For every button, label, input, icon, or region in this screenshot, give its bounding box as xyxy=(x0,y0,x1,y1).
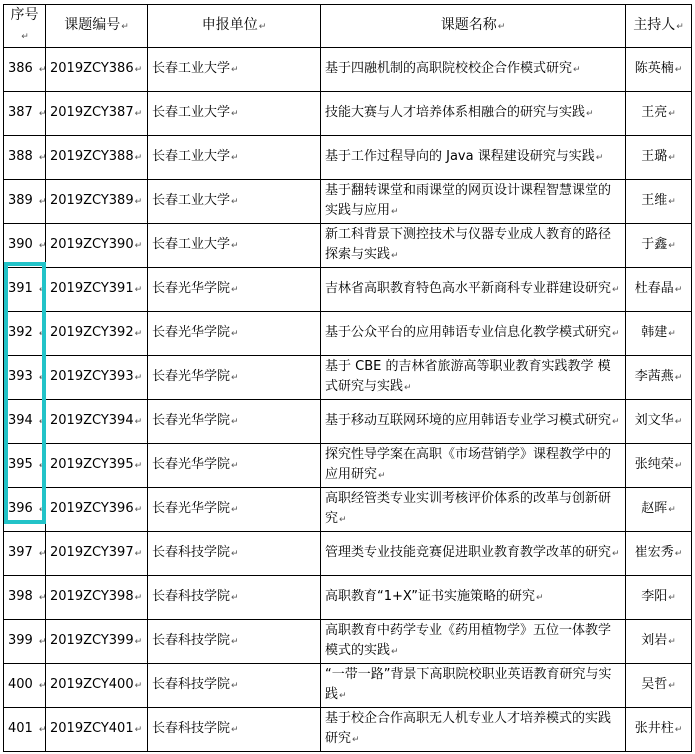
title-cell-text: “一带一路”背景下高职院校职业英语教育研究与实践 xyxy=(325,667,612,702)
title-cell: 管理类专业技能竞赛促进职业教育教学改革的研究↵ xyxy=(321,532,626,576)
code-cell-text: 2019ZCY392 xyxy=(50,325,134,340)
code-cell: 2019ZCY396↵ xyxy=(46,488,148,532)
title-cell: 探究性导学案在高职《市场营销学》课程教学中的应用研究↵ xyxy=(321,444,626,488)
table-row xyxy=(4,180,692,224)
title-cell-text: 基于翻转课堂和雨课堂的网页设计课程智慧课堂的实践与应用 xyxy=(325,183,612,218)
seq-cell-text: 388 xyxy=(8,149,33,164)
seq-cell: 392 ↵ xyxy=(4,312,46,356)
title-cell-text: 管理类专业技能竞赛促进职业教育教学改革的研究 xyxy=(325,545,612,560)
unit-cell: 长春工业大学↵ xyxy=(148,136,321,180)
unit-cell-text: 长春工业大学 xyxy=(152,105,231,120)
seq-cell: 386 ↵ xyxy=(4,48,46,92)
seq-cell-text: 394 xyxy=(8,413,33,428)
host-cell-text: 杜春晶 xyxy=(634,281,674,296)
code-cell-text: 2019ZCY394 xyxy=(50,413,134,428)
unit-cell-text: 长春科技学院 xyxy=(152,633,231,648)
host-cell: 李阳↵ xyxy=(626,576,692,620)
title-cell-text: 基于四融机制的高职院校校企合作模式研究 xyxy=(325,61,573,76)
host-cell: 刘岩↵ xyxy=(626,620,692,664)
table-row xyxy=(4,708,692,752)
host-cell-text: 王维 xyxy=(641,193,668,208)
unit-cell: 长春光华学院↵ xyxy=(148,356,321,400)
unit-cell: 长春光华学院↵ xyxy=(148,444,321,488)
code-cell-text: 2019ZCY386 xyxy=(50,61,134,76)
title-cell-text: 基于工作过程导向的 Java 课程建设研究与实践 xyxy=(325,149,595,164)
seq-cell: 396 ↵ xyxy=(4,488,46,532)
seq-cell-text: 393 xyxy=(8,369,33,384)
host-cell-text: 王亮 xyxy=(641,105,668,120)
seq-cell: 389 ↵ xyxy=(4,180,46,224)
table-row xyxy=(4,312,692,356)
host-cell: 王亮↵ xyxy=(626,92,692,136)
seq-cell-text: 399 xyxy=(8,633,33,648)
table-row xyxy=(4,48,692,92)
code-cell: 2019ZCY397↵ xyxy=(46,532,148,576)
code-cell-text: 2019ZCY396 xyxy=(50,501,134,516)
title-cell: 高职教育中药学专业《药用植物学》五位一体教学模式的实践↵ xyxy=(321,620,626,664)
host-cell: 韩建↵ xyxy=(626,312,692,356)
host-cell-text: 王璐 xyxy=(641,149,668,164)
unit-cell-text: 长春科技学院 xyxy=(152,721,231,736)
seq-cell: 398 ↵ xyxy=(4,576,46,620)
host-cell-text: 刘岩 xyxy=(641,633,668,648)
code-cell: 2019ZCY398↵ xyxy=(46,576,148,620)
host-cell: 于鑫↵ xyxy=(626,224,692,268)
seq-cell-text: 398 xyxy=(8,589,33,604)
table-row xyxy=(4,576,692,620)
host-cell: 杜春晶↵ xyxy=(626,268,692,312)
host-cell-text: 赵晖 xyxy=(641,501,668,516)
code-cell: 2019ZCY391↵ xyxy=(46,268,148,312)
host-cell-text: 韩建 xyxy=(641,325,668,340)
code-cell-text: 2019ZCY388 xyxy=(50,149,134,164)
code-cell: 2019ZCY390↵ xyxy=(46,224,148,268)
unit-cell-text: 长春工业大学 xyxy=(152,193,231,208)
seq-cell-text: 391 xyxy=(8,281,33,296)
table-row xyxy=(4,356,692,400)
host-cell-text: 吴哲 xyxy=(641,677,668,692)
seq-cell-text: 397 xyxy=(8,545,33,560)
host-cell-text: 李茜燕 xyxy=(634,369,674,384)
title-cell-text: 基于 CBE 的吉林省旅游高等职业教育实践教学 模式研究与实践 xyxy=(325,359,611,394)
title-cell: 高职经管类专业实训考核评价体系的改革与创新研究↵ xyxy=(321,488,626,532)
title-cell: 基于工作过程导向的 Java 课程建设研究与实践↵ xyxy=(321,136,626,180)
unit-cell-text: 长春科技学院 xyxy=(152,677,231,692)
unit-cell: 长春光华学院↵ xyxy=(148,488,321,532)
title-cell: 基于 CBE 的吉林省旅游高等职业教育实践教学 模式研究与实践↵ xyxy=(321,356,626,400)
seq-cell: 387 ↵ xyxy=(4,92,46,136)
table-row xyxy=(4,92,692,136)
table-row xyxy=(4,532,692,576)
title-cell: 基于公众平台的应用韩语专业信息化教学模式研究↵ xyxy=(321,312,626,356)
seq-cell-text: 392 xyxy=(8,325,33,340)
code-cell-text: 2019ZCY389 xyxy=(50,193,134,208)
title-cell-text: 高职教育“1+X”证书实施策略的研究 xyxy=(325,589,536,604)
seq-cell: 400 ↵ xyxy=(4,664,46,708)
unit-cell: 长春科技学院↵ xyxy=(148,708,321,752)
title-cell: 吉林省高职教育特色高水平新商科专业群建设研究↵ xyxy=(321,268,626,312)
seq-cell-text: 387 xyxy=(8,105,33,120)
header-host: 主持人↵ xyxy=(626,5,692,48)
host-cell: 王璐↵ xyxy=(626,136,692,180)
code-cell: 2019ZCY392↵ xyxy=(46,312,148,356)
seq-cell-text: 401 xyxy=(8,721,33,736)
title-cell-text: 技能大赛与人才培养体系相融合的研究与实践 xyxy=(325,105,586,120)
title-cell: 新工科背景下测控技术与仪器专业成人教育的路径探索与实践↵ xyxy=(321,224,626,268)
host-cell: 吴哲↵ xyxy=(626,664,692,708)
table-row xyxy=(4,224,692,268)
unit-cell: 长春光华学院↵ xyxy=(148,268,321,312)
unit-cell: 长春光华学院↵ xyxy=(148,312,321,356)
seq-cell-text: 386 xyxy=(8,61,33,76)
seq-cell-text: 400 xyxy=(8,677,33,692)
title-cell: 基于校企合作高职无人机专业人才培养模式的实践研究↵ xyxy=(321,708,626,752)
title-cell-text: 吉林省高职教育特色高水平新商科专业群建设研究 xyxy=(325,281,612,296)
table-row xyxy=(4,268,692,312)
code-cell: 2019ZCY386↵ xyxy=(46,48,148,92)
table-header-row xyxy=(4,5,692,48)
code-cell-text: 2019ZCY390 xyxy=(50,237,134,252)
code-cell: 2019ZCY401↵ xyxy=(46,708,148,752)
title-cell-text: 高职教育中药学专业《药用植物学》五位一体教学模式的实践 xyxy=(325,623,612,658)
title-cell-text: 探究性导学案在高职《市场营销学》课程教学中的应用研究 xyxy=(325,447,612,482)
header-title: 课题名称↵ xyxy=(321,5,626,48)
unit-cell: 长春工业大学↵ xyxy=(148,48,321,92)
seq-cell-text: 395 xyxy=(8,457,33,472)
unit-cell-text: 长春光华学院 xyxy=(152,457,231,472)
host-cell: 王维↵ xyxy=(626,180,692,224)
code-cell-text: 2019ZCY395 xyxy=(50,457,134,472)
code-cell-text: 2019ZCY400 xyxy=(50,677,134,692)
code-cell-text: 2019ZCY391 xyxy=(50,281,134,296)
code-cell-text: 2019ZCY387 xyxy=(50,105,134,120)
seq-cell: 397 ↵ xyxy=(4,532,46,576)
host-cell: 张纯荣↵ xyxy=(626,444,692,488)
unit-cell: 长春科技学院↵ xyxy=(148,620,321,664)
host-cell-text: 张井柱 xyxy=(634,721,674,736)
title-cell: 高职教育“1+X”证书实施策略的研究↵ xyxy=(321,576,626,620)
seq-cell: 394 ↵ xyxy=(4,400,46,444)
seq-cell: 390 ↵ xyxy=(4,224,46,268)
project-table xyxy=(3,4,692,752)
unit-cell-text: 长春光华学院 xyxy=(152,413,231,428)
table-row xyxy=(4,136,692,180)
seq-cell: 391 ↵ xyxy=(4,268,46,312)
table-row xyxy=(4,488,692,532)
host-cell: 赵晖↵ xyxy=(626,488,692,532)
unit-cell-text: 长春光华学院 xyxy=(152,325,231,340)
unit-cell: 长春工业大学↵ xyxy=(148,180,321,224)
table-row xyxy=(4,400,692,444)
title-cell: “一带一路”背景下高职院校职业英语教育研究与实践↵ xyxy=(321,664,626,708)
code-cell-text: 2019ZCY393 xyxy=(50,369,134,384)
title-cell-text: 高职经管类专业实训考核评价体系的改革与创新研究 xyxy=(325,491,612,526)
title-cell: 基于四融机制的高职院校校企合作模式研究↵ xyxy=(321,48,626,92)
code-cell-text: 2019ZCY398 xyxy=(50,589,134,604)
seq-cell: 393 ↵ xyxy=(4,356,46,400)
host-cell-text: 张纯荣 xyxy=(634,457,674,472)
header-seq: 序号↵ xyxy=(4,5,46,48)
title-cell: 基于移动互联网环境的应用韩语专业学习模式研究↵ xyxy=(321,400,626,444)
table-row xyxy=(4,444,692,488)
code-cell: 2019ZCY389↵ xyxy=(46,180,148,224)
code-cell: 2019ZCY395↵ xyxy=(46,444,148,488)
unit-cell: 长春科技学院↵ xyxy=(148,532,321,576)
code-cell: 2019ZCY393↵ xyxy=(46,356,148,400)
seq-cell: 401 ↵ xyxy=(4,708,46,752)
host-cell-text: 崔宏秀 xyxy=(634,545,674,560)
code-cell: 2019ZCY394↵ xyxy=(46,400,148,444)
unit-cell-text: 长春工业大学 xyxy=(152,61,231,76)
host-cell: 张井柱↵ xyxy=(626,708,692,752)
code-cell: 2019ZCY400↵ xyxy=(46,664,148,708)
unit-cell: 长春光华学院↵ xyxy=(148,400,321,444)
code-cell: 2019ZCY387↵ xyxy=(46,92,148,136)
code-cell-text: 2019ZCY401 xyxy=(50,721,134,736)
unit-cell: 长春科技学院↵ xyxy=(148,664,321,708)
unit-cell-text: 长春光华学院 xyxy=(152,281,231,296)
seq-cell-text: 389 xyxy=(8,193,33,208)
host-cell: 陈英楠↵ xyxy=(626,48,692,92)
title-cell-text: 新工科背景下测控技术与仪器专业成人教育的路径探索与实践 xyxy=(325,227,612,262)
unit-cell: 长春工业大学↵ xyxy=(148,92,321,136)
code-cell-text: 2019ZCY399 xyxy=(50,633,134,648)
seq-cell-text: 390 xyxy=(8,237,33,252)
code-cell: 2019ZCY388↵ xyxy=(46,136,148,180)
unit-cell-text: 长春科技学院 xyxy=(152,589,231,604)
seq-cell: 395 ↵ xyxy=(4,444,46,488)
header-code: 课题编号↵ xyxy=(46,5,148,48)
unit-cell: 长春科技学院↵ xyxy=(148,576,321,620)
title-cell: 基于翻转课堂和雨课堂的网页设计课程智慧课堂的实践与应用↵ xyxy=(321,180,626,224)
table-row xyxy=(4,664,692,708)
host-cell-text: 刘文华 xyxy=(634,413,674,428)
unit-cell-text: 长春光华学院 xyxy=(152,501,231,516)
table-row xyxy=(4,620,692,664)
seq-cell-text: 396 xyxy=(8,501,33,516)
host-cell: 崔宏秀↵ xyxy=(626,532,692,576)
host-cell: 李茜燕↵ xyxy=(626,356,692,400)
seq-cell: 399 ↵ xyxy=(4,620,46,664)
host-cell-text: 于鑫 xyxy=(641,237,668,252)
unit-cell-text: 长春科技学院 xyxy=(152,545,231,560)
unit-cell-text: 长春工业大学 xyxy=(152,237,231,252)
header-unit: 申报单位↵ xyxy=(148,5,321,48)
unit-cell-text: 长春光华学院 xyxy=(152,369,231,384)
host-cell: 刘文华↵ xyxy=(626,400,692,444)
title-cell: 技能大赛与人才培养体系相融合的研究与实践↵ xyxy=(321,92,626,136)
host-cell-text: 李阳 xyxy=(641,589,668,604)
unit-cell-text: 长春工业大学 xyxy=(152,149,231,164)
seq-cell: 388 ↵ xyxy=(4,136,46,180)
title-cell-text: 基于移动互联网环境的应用韩语专业学习模式研究 xyxy=(325,413,612,428)
code-cell-text: 2019ZCY397 xyxy=(50,545,134,560)
unit-cell: 长春工业大学↵ xyxy=(148,224,321,268)
title-cell-text: 基于公众平台的应用韩语专业信息化教学模式研究 xyxy=(325,325,612,340)
code-cell: 2019ZCY399↵ xyxy=(46,620,148,664)
title-cell-text: 基于校企合作高职无人机专业人才培养模式的实践研究 xyxy=(325,711,612,746)
host-cell-text: 陈英楠 xyxy=(634,61,674,76)
